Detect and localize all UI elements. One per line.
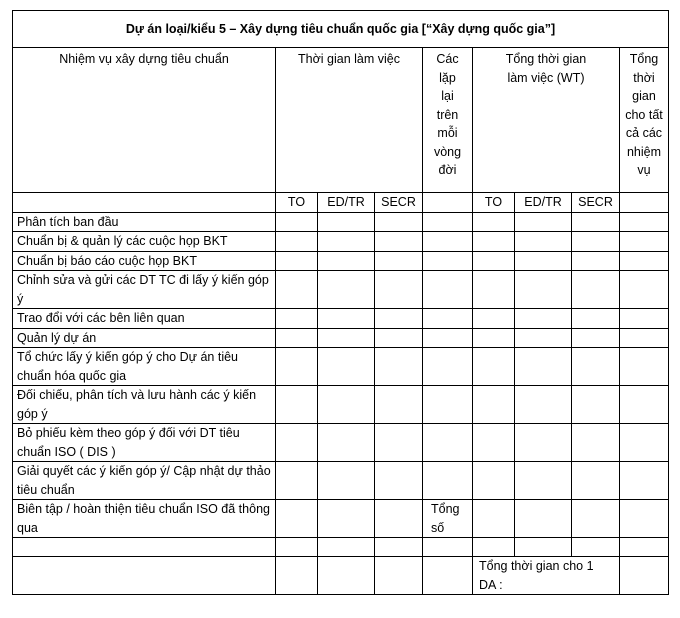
sub-header-blank <box>13 193 276 213</box>
standards-task-table <box>12 10 669 595</box>
task-cell: Trao đổi với các bên liên quan <box>13 309 276 329</box>
sub-header-blank <box>620 193 669 213</box>
task-column-header: Nhiệm vụ xây dựng tiêu chuẩn <box>13 48 276 193</box>
task-cell: Bỏ phiếu kèm theo góp ý đối với DT tiêu chuẩn ISO ( DIS ) <box>13 424 276 462</box>
sub-header-secr: SECR <box>572 193 620 213</box>
table-row <box>13 348 669 386</box>
sub-header-blank <box>423 193 473 213</box>
task-cell: Quản lý dự án <box>13 328 276 348</box>
task-cell: Chỉnh sửa và gửi các DT TC đi lấy ý kiến góp ý <box>13 271 276 309</box>
table-row <box>13 271 669 309</box>
task-cell: Chuẩn bị & quản lý các cuộc họp BKT <box>13 232 276 252</box>
task-cell: Giải quyết các ý kiến góp ý/ Cập nhật dự thảo tiêu chuẩn <box>13 462 276 500</box>
table-row <box>13 328 669 348</box>
work-time-header: Thời gian làm việc <box>276 48 423 193</box>
table-row <box>13 424 669 462</box>
total-all-tasks-header: Tổng thời gian cho tất cả các nhiệm vụ <box>620 48 669 193</box>
table-row <box>13 386 669 424</box>
table-row <box>13 309 669 329</box>
total-work-time-header: Tổng thời gian làm việc (WT) <box>473 48 620 193</box>
sub-header-secr: SECR <box>375 193 423 213</box>
task-cell: Đối chiếu, phân tích và lưu hành các ý kiến góp ý <box>13 386 276 424</box>
table-row <box>13 500 669 538</box>
table-row <box>13 212 669 232</box>
repeats-header: Các lặp lại trên mỗi vòng đời <box>423 48 473 193</box>
sub-header-ed-tr: ED/TR <box>318 193 375 213</box>
table-row <box>13 462 669 500</box>
total-time-label: Tổng thời gian cho 1 DA : <box>473 557 620 595</box>
task-cell: Chuẩn bị báo cáo cuộc họp BKT <box>13 251 276 271</box>
table-row <box>13 538 669 557</box>
table-row <box>13 251 669 271</box>
total-label: Tổng số <box>423 500 473 538</box>
table-title: Dự án loại/kiểu 5 – Xây dựng tiêu chuẩn quốc gia [“Xây dựng quốc gia”] <box>13 11 669 48</box>
table-row <box>13 557 669 595</box>
task-cell: Phân tích ban đầu <box>13 212 276 232</box>
sub-header-to: TO <box>276 193 318 213</box>
task-cell: Biên tập / hoàn thiện tiêu chuẩn ISO đã thông qua <box>13 500 276 538</box>
task-cell: Tổ chức lấy ý kiến góp ý cho Dự án tiêu chuẩn hóa quốc gia <box>13 348 276 386</box>
sub-header-to: TO <box>473 193 515 213</box>
sub-header-ed-tr: ED/TR <box>515 193 572 213</box>
table-row <box>13 232 669 252</box>
